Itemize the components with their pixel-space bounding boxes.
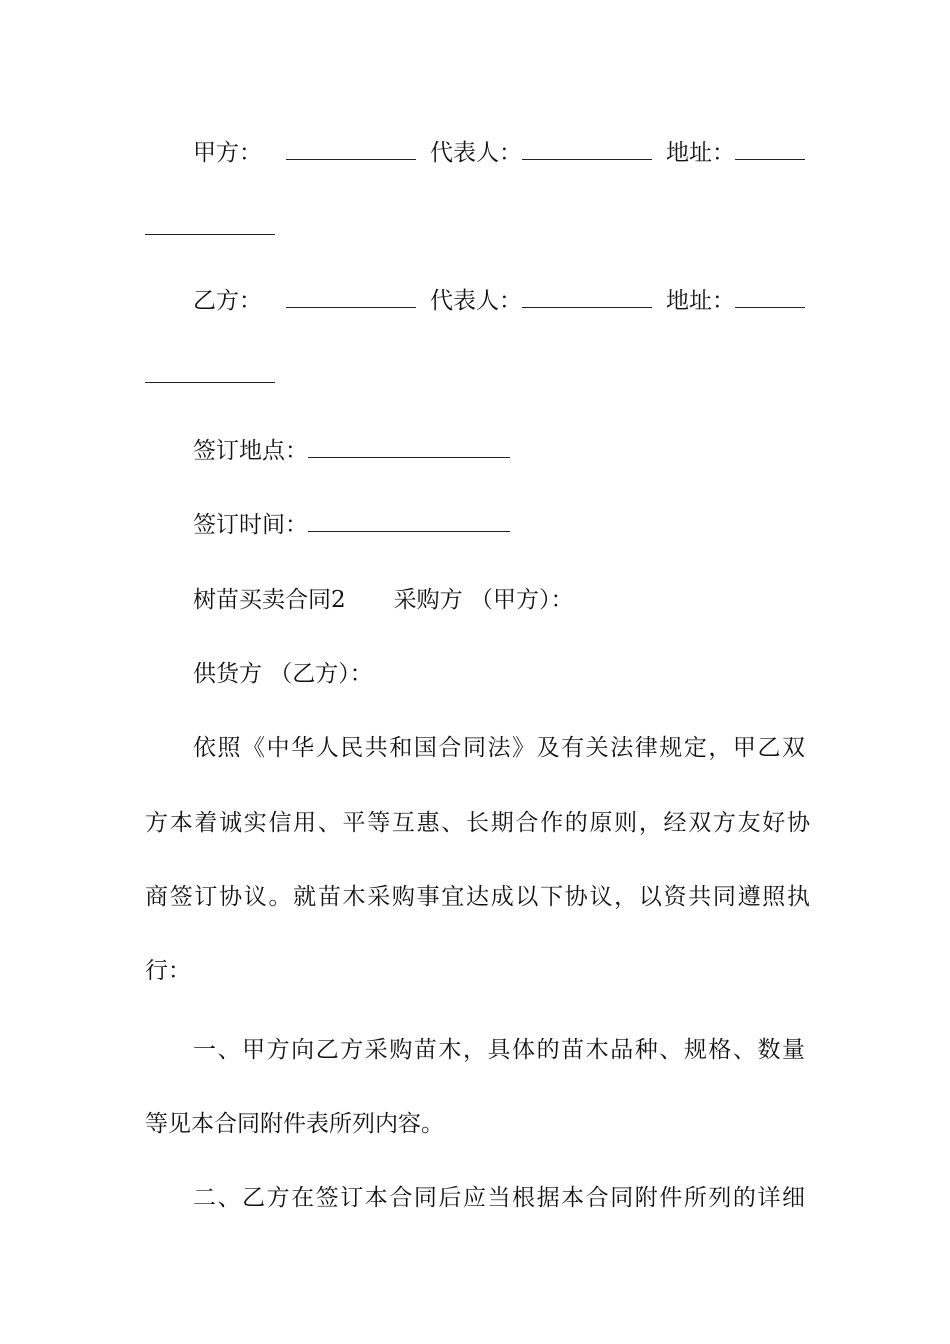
party-a-addr-blank[interactable]	[735, 141, 805, 160]
clause1-line2: 等见本合同附件表所列内容。	[145, 1111, 444, 1137]
party-a-addr-blank-cont[interactable]	[145, 216, 275, 235]
party-b-label: 乙方：	[193, 288, 262, 314]
sign-time-blank[interactable]	[308, 513, 510, 532]
clause2-line1: 二、乙方在签订本合同后应当根据本合同附件所列的详细	[193, 1185, 805, 1211]
supplier-row	[193, 659, 858, 689]
para1-line3: 商签订协议。就苗木采购事宜达成以下协议，以资共同遵照执	[145, 884, 810, 910]
party-a-addr-continuation	[145, 213, 810, 243]
party-a-rep-label: 代表人：	[430, 140, 522, 166]
party-a-label: 甲方：	[193, 140, 262, 166]
party-b-addr-label: 地址：	[666, 288, 735, 314]
para1-line2: 方本着诚实信用、平等互惠、长期合作的原则，经双方友好协	[145, 810, 810, 836]
party-b-addr-blank-cont[interactable]	[145, 364, 275, 383]
party-b-rep-label: 代表人：	[430, 288, 522, 314]
party-b-addr-blank[interactable]	[735, 289, 805, 308]
sign-place-row	[193, 436, 858, 466]
party-a-rep-blank[interactable]	[522, 141, 652, 160]
para1-line4: 行：	[145, 958, 191, 984]
party-a-name-blank[interactable]	[286, 141, 416, 160]
buyer-label: 采购方 （甲方）：	[393, 587, 574, 613]
party-b-name-blank[interactable]	[286, 289, 416, 308]
supplier-label: 供货方 （乙方）：	[193, 661, 373, 687]
party-b-rep-blank[interactable]	[522, 289, 652, 308]
contract2-title: 树苗买卖合同2	[193, 587, 346, 613]
para1-line1: 依照《中华人民共和国合同法》及有关法律规定，甲乙双	[193, 735, 805, 761]
clause1-line1: 一、甲方向乙方采购苗木，具体的苗木品种、规格、数量	[193, 1037, 805, 1063]
party-a-row	[193, 138, 858, 168]
party-b-row	[193, 286, 858, 316]
contract2-header-row	[193, 585, 858, 615]
party-a-addr-label: 地址：	[666, 140, 735, 166]
sign-place-label: 签订地点：	[193, 438, 308, 464]
sign-time-row	[193, 510, 858, 540]
sign-place-blank[interactable]	[308, 439, 510, 458]
party-b-addr-continuation	[145, 361, 810, 391]
sign-time-label: 签订时间：	[193, 512, 308, 538]
